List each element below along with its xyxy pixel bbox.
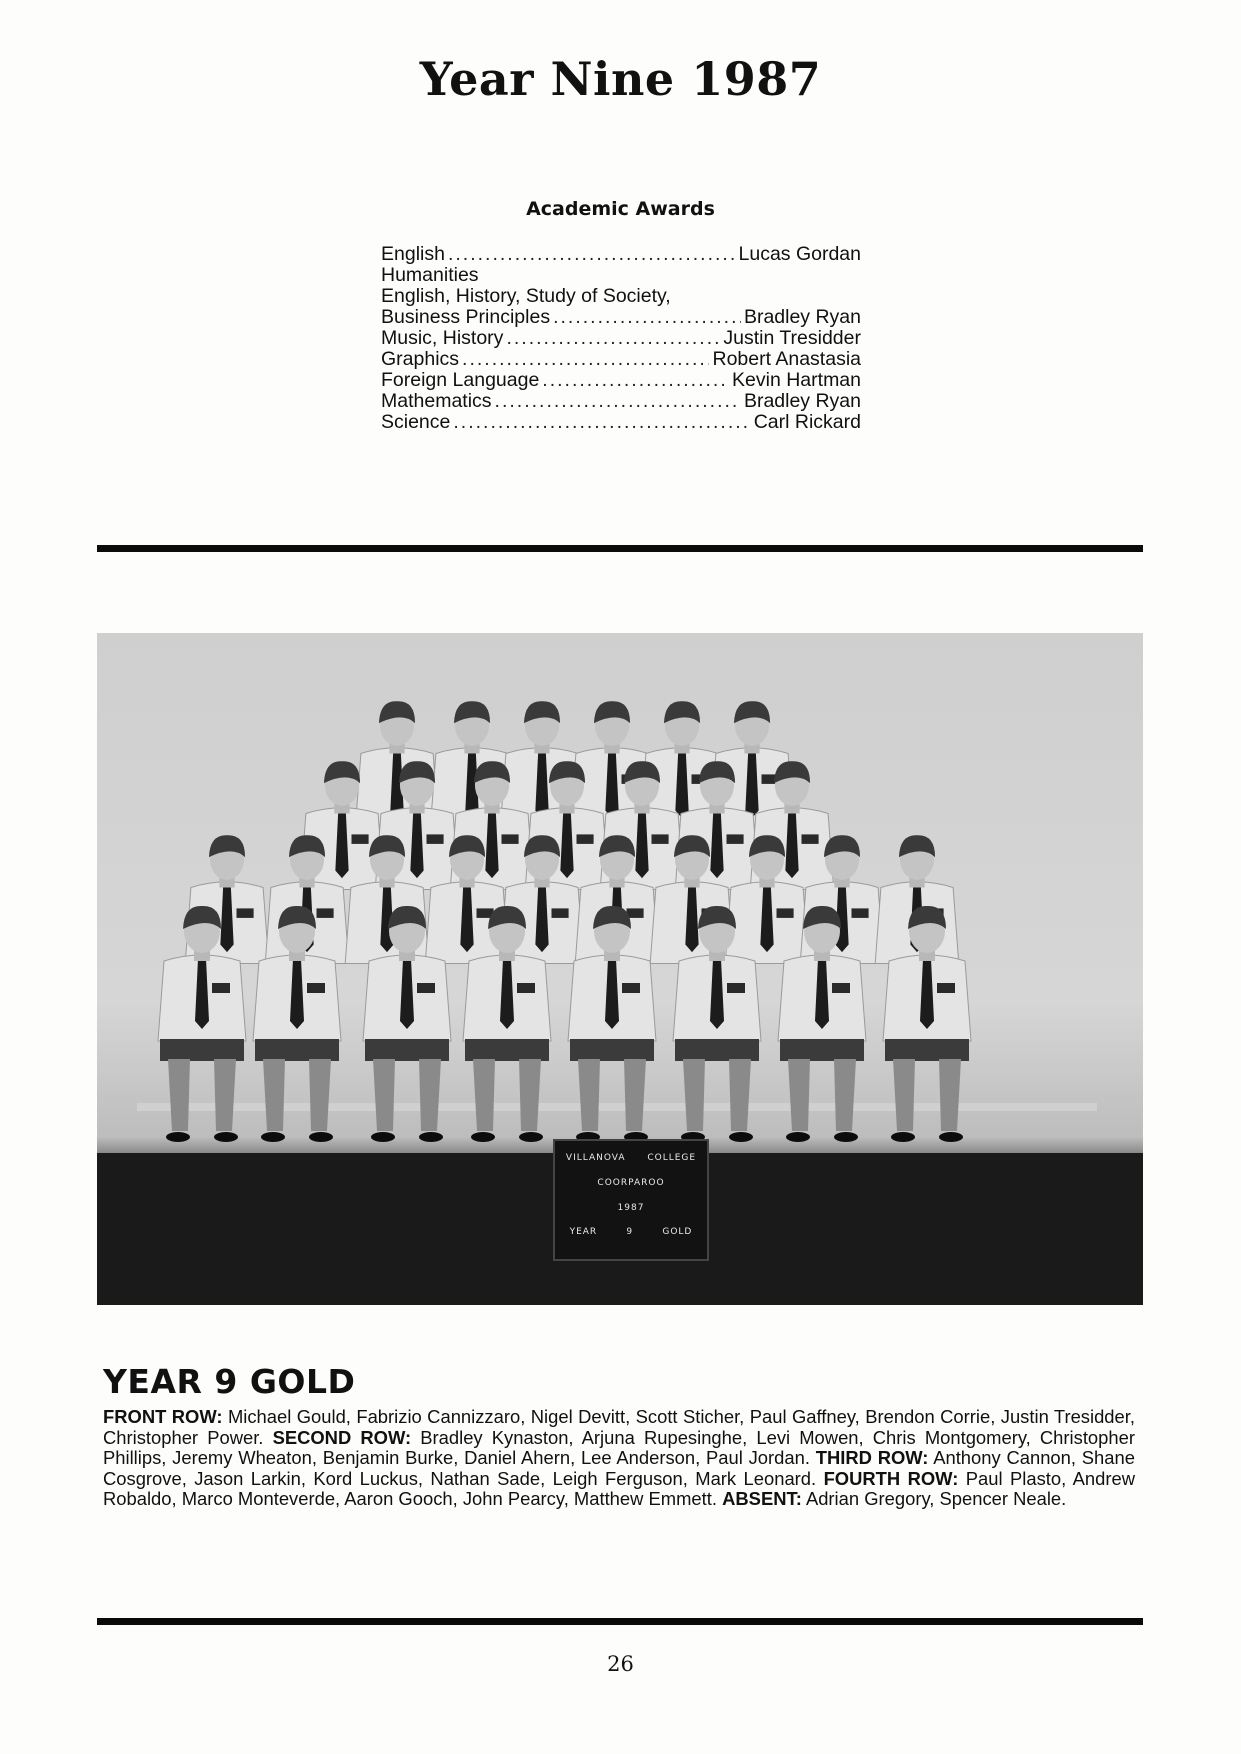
leader-dots bbox=[448, 244, 736, 265]
sign-text: COORPAROO bbox=[597, 1178, 665, 1188]
leader-dots bbox=[462, 349, 709, 370]
leader-dots bbox=[453, 412, 750, 433]
divider-rule-top bbox=[97, 545, 1143, 552]
award-line bbox=[381, 412, 861, 433]
second-row-names: Bradley Kynaston, Arjuna Rupesinghe, Levi Mowen, Chris Montgomery, Christopher Phillips, Jeremy Wheaton, Benjamin Burke, Daniel Ahern, Lee Anderson, Paul Jordan. bbox=[103, 1426, 1135, 1469]
class-photo-caption bbox=[103, 1407, 1135, 1510]
divider-rule-bottom bbox=[97, 1618, 1143, 1625]
front-row-names: Michael Gould, Fabrizio Cannizzaro, Nigel Devitt, Scott Sticher, Paul Gaffney, Brendon Corrie, Justin Tresidder, Christopher Power. bbox=[103, 1406, 1135, 1448]
sign-text: 9 bbox=[626, 1227, 634, 1237]
page-number: 26 bbox=[607, 1652, 634, 1676]
class-sign-board bbox=[553, 1139, 709, 1261]
second-row-label: SECOND ROW: bbox=[272, 1426, 412, 1448]
award-winner: Carl Rickard bbox=[753, 412, 861, 433]
sign-text: GOLD bbox=[662, 1227, 693, 1237]
award-line bbox=[381, 391, 861, 412]
sign-text: YEAR bbox=[569, 1227, 598, 1237]
leader-dots bbox=[495, 391, 741, 412]
award-subject: Mathematics bbox=[381, 391, 492, 412]
award-line bbox=[381, 265, 861, 286]
award-subject: English, History, Study of Society, bbox=[381, 285, 671, 307]
award-subject: Business Principles bbox=[381, 307, 551, 328]
fourth-row-names: Paul Plasto, Andrew Robaldo, Marco Monteverde, Aaron Gooch, John Pearcy, Matthew Emmett. bbox=[103, 1467, 1135, 1510]
absent-names: Adrian Gregory, Spencer Neale. bbox=[805, 1488, 1067, 1510]
award-subject: Science bbox=[381, 412, 451, 433]
award-line bbox=[381, 307, 861, 328]
absent-label: ABSENT: bbox=[722, 1488, 802, 1510]
award-subject: Foreign Language bbox=[381, 370, 540, 391]
award-winner: Lucas Gordan bbox=[738, 244, 861, 265]
award-subject: Music, History bbox=[381, 328, 504, 349]
award-line bbox=[381, 370, 861, 391]
sign-text: 1987 bbox=[617, 1203, 645, 1213]
award-subject: Graphics bbox=[381, 349, 460, 370]
sign-text: COLLEGE bbox=[647, 1153, 697, 1163]
award-winner: Bradley Ryan bbox=[743, 307, 861, 328]
award-line bbox=[381, 244, 861, 265]
award-line bbox=[381, 286, 861, 307]
third-row-label: THIRD ROW: bbox=[815, 1447, 929, 1469]
sign-text: VILLANOVA bbox=[565, 1153, 626, 1163]
awards-heading: Academic Awards bbox=[526, 198, 715, 220]
leader-dots bbox=[553, 307, 741, 328]
award-line bbox=[381, 349, 861, 370]
award-line bbox=[381, 328, 861, 349]
award-winner: Robert Anastasia bbox=[712, 349, 861, 370]
award-winner: Bradley Ryan bbox=[743, 391, 861, 412]
award-subject: Humanities bbox=[381, 264, 479, 286]
front-row-label: FRONT ROW: bbox=[103, 1406, 223, 1427]
award-winner: Justin Tresidder bbox=[723, 328, 861, 349]
fourth-row-label: FOURTH ROW: bbox=[823, 1467, 959, 1489]
third-row-names: Anthony Cannon, Shane Cosgrove, Jason Larkin, Kord Luckus, Nathan Sade, Leigh Ferguson, Mark Leonard. bbox=[103, 1447, 1135, 1489]
leader-dots bbox=[542, 370, 729, 391]
class-group-heading: YEAR 9 GOLD bbox=[103, 1362, 356, 1401]
class-photo bbox=[97, 633, 1143, 1305]
award-winner: Kevin Hartman bbox=[732, 370, 861, 391]
leader-dots bbox=[506, 328, 720, 349]
awards-list bbox=[381, 244, 861, 433]
page-title: Year Nine 1987 bbox=[419, 52, 822, 106]
award-subject: English bbox=[381, 244, 445, 265]
